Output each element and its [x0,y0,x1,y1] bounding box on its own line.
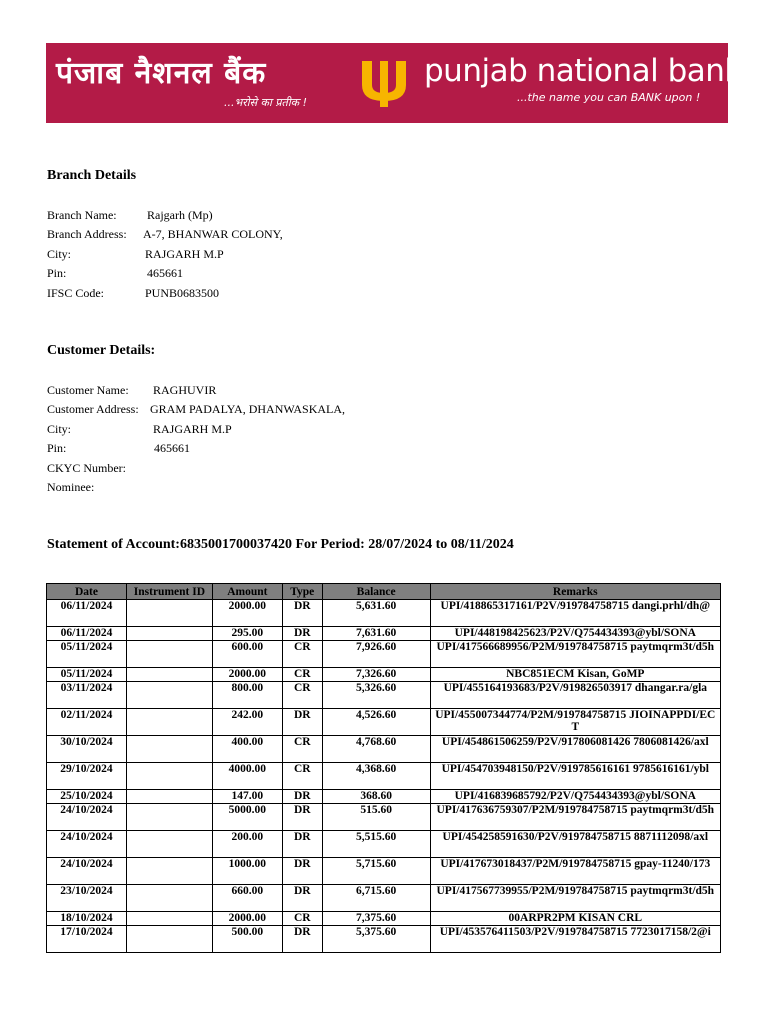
pnb-logo-icon [358,55,410,107]
customer-pin-value: 465661 [154,441,190,456]
type-cell: CR [282,763,322,790]
transactions-body [47,600,721,953]
customer-pin-label: Pin: [47,441,67,456]
customer-name-label: Customer Name: [47,383,129,397]
type-cell: DR [282,600,322,627]
remarks-cell: UPI/454703948150/P2V/919785616161 9785616161/ybl [430,763,720,790]
balance-cell: 7,326.60 [322,668,430,682]
instrument-cell [126,627,212,641]
date-cell: 23/10/2024 [47,885,127,912]
amount-cell: 2000.00 [212,668,282,682]
balance-cell: 5,515.60 [322,831,430,858]
remarks-cell: UPI/455007344774/P2M/919784758715 JIOINAPPDI/ECT [430,709,720,736]
instrument-cell [126,858,212,885]
balance-cell: 6,715.60 [322,885,430,912]
table-row [47,682,721,709]
branch-address-label: Branch Address: [47,227,127,242]
table-row [47,627,721,641]
instrument-cell [126,885,212,912]
tagline-english: ...the name you can BANK upon ! [517,91,701,104]
type-cell: CR [282,736,322,763]
table-row [47,790,721,804]
type-cell: DR [282,926,322,953]
table-row [47,709,721,736]
date-cell: 24/10/2024 [47,804,127,831]
balance-cell: 368.60 [322,790,430,804]
instrument-cell [126,763,212,790]
balance-cell: 4,368.60 [322,763,430,790]
type-cell: CR [282,682,322,709]
branch-city-value: RAJGARH M.P [145,246,224,261]
remarks-cell: UPI/417636759307/P2M/919784758715 paytmqrm3t/d5h [430,804,720,831]
table-row [47,831,721,858]
instrument-cell [126,926,212,953]
remarks-cell: UPI/448198425623/P2V/Q754434393@ybl/SONA [430,627,720,641]
table-row [47,804,721,831]
branch-address-value: A-7, BHANWAR COLONY, [143,227,283,242]
date-cell: 06/11/2024 [47,627,127,641]
date-cell: 18/10/2024 [47,912,127,926]
amount-cell: 4000.00 [212,763,282,790]
amount-cell: 800.00 [212,682,282,709]
transactions-table [46,583,721,953]
table-row [47,885,721,912]
table-row [47,600,721,627]
branch-details-title: Branch Details [47,168,137,183]
customer-city-label: City: [47,421,72,436]
customer-address-label: Customer Address: [47,402,139,417]
date-cell: 24/10/2024 [47,831,127,858]
branch-pin-value: 465661 [147,266,183,281]
amount-cell: 660.00 [212,885,282,912]
type-cell: DR [282,790,322,804]
date-cell: 02/11/2024 [47,709,127,736]
customer-ckyc-label: CKYC Number: [47,460,126,475]
balance-cell: 5,715.60 [322,858,430,885]
customer-name-value: RAGHUVIR [153,383,217,397]
date-cell: 06/11/2024 [47,600,127,627]
date-cell: 17/10/2024 [47,926,127,953]
customer-address-value: GRAM PADALYA, DHANWASKALA, [150,402,346,417]
table-row [47,668,721,682]
type-cell: DR [282,709,322,736]
balance-cell: 4,768.60 [322,736,430,763]
instrument-cell [126,804,212,831]
type-cell: DR [282,804,322,831]
date-cell: 29/10/2024 [47,763,127,790]
table-header-row [47,584,721,600]
remarks-cell: UPI/455164193683/P2V/919826503917 dhangar.ra/gla [430,682,720,709]
instrument-cell [126,912,212,926]
amount-cell: 1000.00 [212,858,282,885]
amount-cell: 600.00 [212,641,282,668]
amount-cell: 500.00 [212,926,282,953]
branch-pin-label: Pin: [47,266,67,281]
instrument-cell [126,641,212,668]
branch-ifsc-label: IFSC Code: [47,285,105,300]
bank-name-hindi: पंजाब नैशनल बैंक [56,56,267,91]
remarks-cell: UPI/453576411503/P2V/919784758715 7723017158/2@i [430,926,720,953]
remarks-cell: UPI/454258591630/P2V/919784758715 8871112098/axl [430,831,720,858]
remarks-cell: 00ARPR2PM KISAN CRL [430,912,720,926]
amount-cell: 147.00 [212,790,282,804]
remarks-cell: UPI/416839685792/P2V/Q754434393@ybl/SONA [430,790,720,804]
bank-name-english: punjab national bank [424,53,742,89]
instrument-cell [126,709,212,736]
date-cell: 05/11/2024 [47,668,127,682]
amount-cell: 295.00 [212,627,282,641]
date-cell: 24/10/2024 [47,858,127,885]
remarks-cell: UPI/418865317161/P2V/919784758715 dangi.prhl/dh@ [430,600,720,627]
amount-cell: 5000.00 [212,804,282,831]
bank-banner [46,43,742,123]
date-cell: 03/11/2024 [47,682,127,709]
table-row [47,736,721,763]
type-cell: DR [282,858,322,885]
balance-cell: 5,375.60 [322,926,430,953]
table-row [47,858,721,885]
amount-cell: 242.00 [212,709,282,736]
customer-city-value: RAJGARH M.P [153,421,232,436]
type-cell: DR [282,885,322,912]
type-cell: DR [282,627,322,641]
col-header-instrument: Instrument ID [126,584,212,600]
remarks-cell: UPI/417567739955/P2M/919784758715 paytmqrm3t/d5h [430,885,720,912]
col-header-amount: Amount [212,584,282,600]
date-cell: 05/11/2024 [47,641,127,668]
date-cell: 30/10/2024 [47,736,127,763]
col-header-balance: Balance [322,584,430,600]
type-cell: DR [282,831,322,858]
instrument-cell [126,600,212,627]
col-header-date: Date [47,584,127,600]
tagline-hindi: ...भरोसे का प्रतीक ! [224,96,308,109]
type-cell: CR [282,912,322,926]
statement-title: Statement of Account:6835001700037420 For Period: 28/07/2024 to 08/11/2024 [47,537,514,552]
instrument-cell [126,831,212,858]
type-cell: CR [282,641,322,668]
table-row [47,926,721,953]
balance-cell: 5,326.60 [322,682,430,709]
remarks-cell: UPI/454861506259/P2V/917806081426 7806081426/axl [430,736,720,763]
balance-cell: 515.60 [322,804,430,831]
table-row [47,641,721,668]
amount-cell: 400.00 [212,736,282,763]
amount-cell: 200.00 [212,831,282,858]
balance-cell: 7,926.60 [322,641,430,668]
table-row [47,763,721,790]
instrument-cell [126,736,212,763]
instrument-cell [126,790,212,804]
date-cell: 25/10/2024 [47,790,127,804]
instrument-cell [126,668,212,682]
col-header-remarks: Remarks [430,584,720,600]
balance-cell: 4,526.60 [322,709,430,736]
amount-cell: 2000.00 [212,600,282,627]
branch-name-label: Branch Name: [47,208,117,222]
branch-city-label: City: [47,246,72,261]
balance-cell: 7,375.60 [322,912,430,926]
col-header-type: Type [282,584,322,600]
remarks-cell: UPI/417673018437/P2M/919784758715 gpay-11240/173 [430,858,720,885]
branch-name-value: Rajgarh (Mp) [147,208,213,222]
customer-nominee-label: Nominee: [47,479,95,494]
type-cell: CR [282,668,322,682]
remarks-cell: UPI/417566689956/P2M/919784758715 paytmqrm3t/d5h [430,641,720,668]
branch-ifsc-value: PUNB0683500 [145,285,220,300]
balance-cell: 7,631.60 [322,627,430,641]
customer-details-title: Customer Details: [47,343,156,358]
balance-cell: 5,631.60 [322,600,430,627]
amount-cell: 2000.00 [212,912,282,926]
table-row [47,912,721,926]
remarks-cell: NBC851ECM Kisan, GoMP [430,668,720,682]
instrument-cell [126,682,212,709]
